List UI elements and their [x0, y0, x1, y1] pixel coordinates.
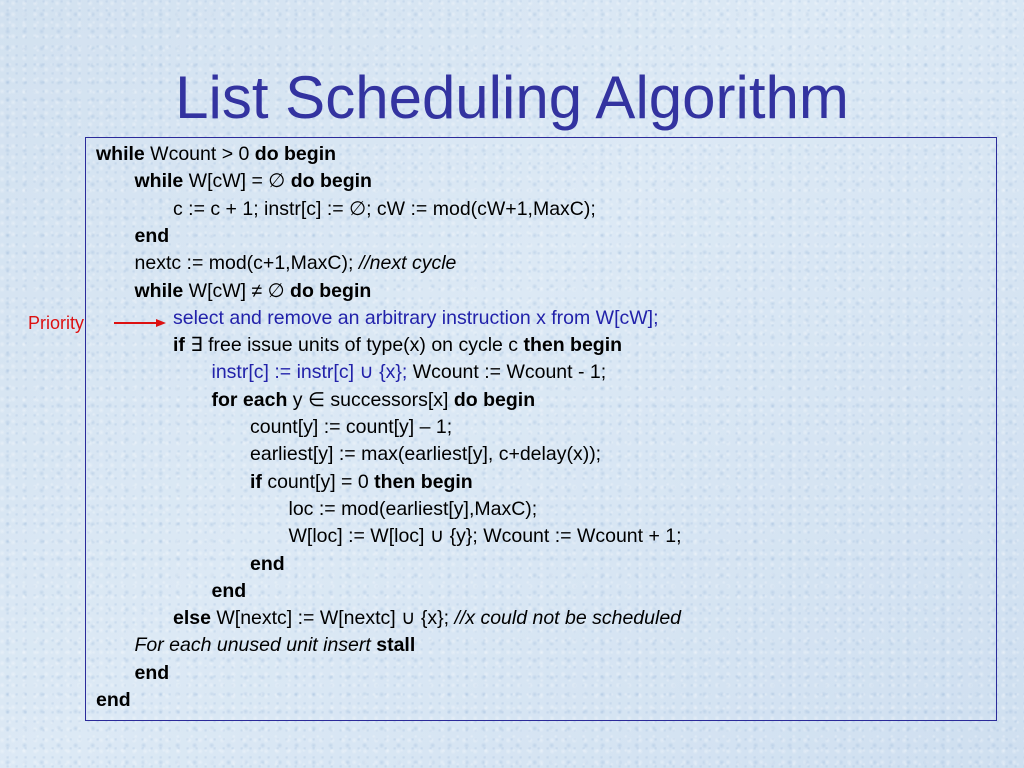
code-keyword: then begin: [374, 470, 473, 493]
code-text: W[cW] ≠ ∅: [183, 279, 291, 302]
code-line: [212, 387, 536, 414]
code-comment: //x could not be scheduled: [454, 607, 682, 630]
code-text: count[y] := count[y] – 1;: [250, 416, 453, 438]
code-text: W[cW] = ∅: [183, 170, 291, 193]
code-line: [173, 332, 622, 359]
code-text: y ∈ successors[x]: [287, 388, 454, 411]
code-text: ∃ free issue units of type(x) on cycle c: [184, 334, 524, 357]
code-line: [173, 305, 658, 332]
code-highlight: instr[c] := instr[c] ∪ {x};: [211, 361, 408, 384]
priority-arrow-icon: [112, 316, 168, 330]
code-text: Wcount := Wcount - 1;: [407, 361, 607, 384]
code-comment: //next cycle: [358, 252, 457, 275]
code-keyword: end: [134, 661, 170, 684]
code-keyword: while: [96, 143, 145, 165]
code-keyword: end: [211, 579, 247, 602]
code-line: [212, 578, 247, 605]
code-text: W[nextc] := W[nextc] ∪ {x};: [210, 607, 455, 630]
code-line: [289, 496, 538, 523]
code-line: [173, 605, 681, 632]
code-keyword: do begin: [290, 170, 372, 193]
code-line: [96, 141, 336, 168]
code-text: earliest[y] := max(earliest[y], c+delay(x));: [250, 443, 602, 466]
code-keyword: if: [173, 334, 185, 357]
code-keyword: while: [134, 279, 184, 302]
code-line: [173, 196, 596, 223]
code-keyword: do begin: [453, 388, 536, 411]
code-line: [135, 250, 457, 277]
code-keyword: while: [134, 170, 184, 193]
code-keyword: for each: [211, 388, 288, 411]
code-text: count[y] = 0: [261, 470, 375, 493]
code-text: W[loc] := W[loc] ∪ {y}; Wcount := Wcount + 1;: [288, 525, 682, 548]
code-line: [250, 414, 452, 441]
priority-annotation-label: Priority: [28, 313, 85, 333]
code-text: nextc := mod(c+1,MaxC);: [134, 252, 359, 275]
code-line: [135, 660, 170, 687]
code-line: [135, 223, 170, 250]
code-line: [135, 168, 372, 195]
code-keyword: then begin: [523, 334, 623, 357]
code-keyword: if: [250, 470, 262, 493]
code-line: [212, 359, 607, 386]
code-keyword: stall: [376, 634, 416, 657]
code-text: c := c + 1; instr[c] := ∅; cW := mod(cW+1,MaxC);: [173, 197, 596, 220]
code-keyword: end: [96, 689, 131, 711]
code-line: [96, 687, 131, 714]
code-text: loc := mod(earliest[y],MaxC);: [288, 497, 538, 520]
code-line: [250, 441, 601, 468]
code-line: [250, 469, 473, 496]
code-keyword: else: [173, 607, 211, 630]
code-line: [289, 523, 682, 550]
code-text: Wcount > 0: [144, 143, 255, 165]
code-comment: For each unused unit insert: [134, 634, 377, 657]
code-keyword: do begin: [290, 279, 372, 302]
code-keyword: end: [250, 552, 285, 575]
code-highlight: select and remove an arbitrary instruction x from W[cW];: [173, 306, 659, 329]
code-line: [135, 278, 372, 305]
code-keyword: end: [134, 224, 170, 247]
code-line: [135, 632, 416, 659]
slide-title: List Scheduling Algorithm: [175, 64, 849, 131]
code-line: [250, 551, 285, 578]
code-keyword: do begin: [254, 143, 337, 165]
